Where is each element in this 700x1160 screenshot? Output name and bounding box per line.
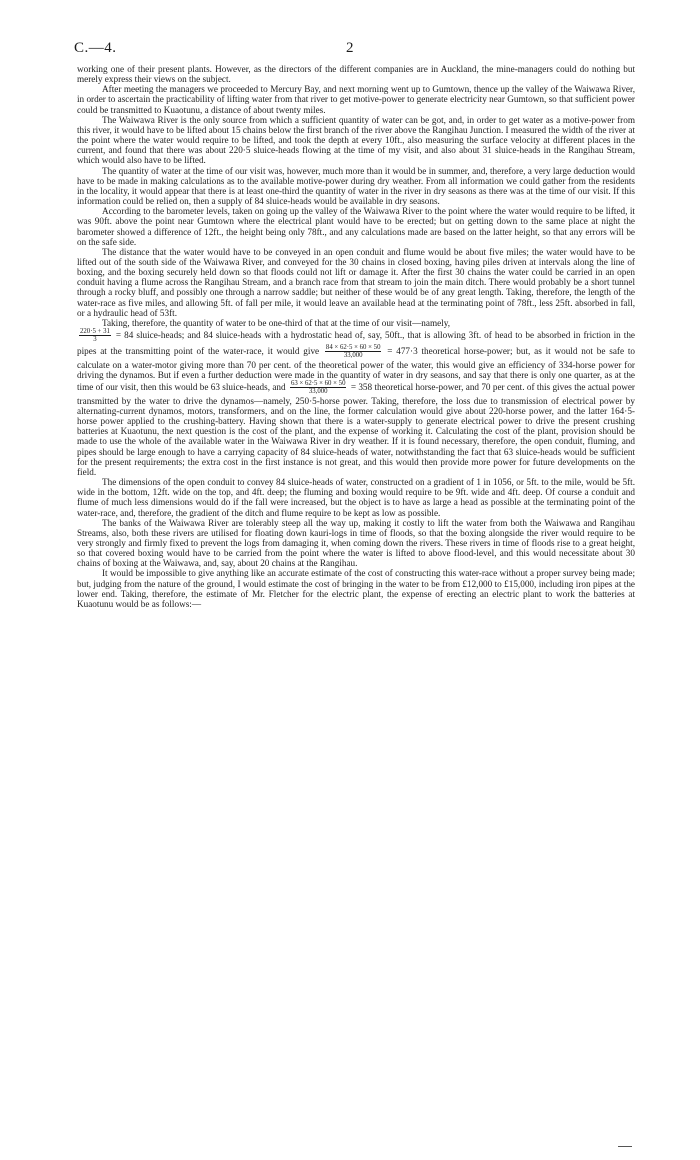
paragraph-text: = 84 sluice-heads; and 84 sluice-heads with a hydrostatic head of, say, 50ft., that is allowing 3ft. of head to be absorbed in friction in the pipes at the transmitting point of the water-race, it would give [77,330,635,356]
fraction-numerator: 220·5 + 31 [80,328,110,336]
paragraph [77,84,635,114]
paragraph-text: The dimensions of the open conduit to convey 84 sluice-heads of water, constructed on a gradient of 1 in 1056, or 5ft. to the mile, would be 5ft. wide in the bottom, 12ft. wide on the top, and 4ft. deep; the fluming and boxing would require to be 9ft. wide and 4ft. deep. Of course a conduit and flume of much less dimensions would do if the fall were increased, but the object is to have as large a head as possible at the terminating point of the water-race, and, therefore, the gradient of the ditch and flume require to be kept as low as possible. [77,477,635,518]
fraction-denominator: 33,000 [308,388,328,396]
paragraph-text: working one of their present plants. However, as the directors of the different companies are in Auckland, the mine-managers could do nothing but merely express their views on the subject. [77,64,635,85]
page-header [0,40,700,60]
paragraph-text: It would be impossible to give anything like an accurate estimate of the cost of constructing this water-race without a proper survey being made; but, judging from the nature of the ground, I would estimate the cost of bringing in the water to be from £12,000 to £15,000, including iron pipes at the lower end. Taking, therefore, the estimate of Mr. Fletcher for the electric plant, the expense of erecting an electric plant to work the batteries at Kuaotunu would be as follows:— [77,568,635,609]
paragraph [77,328,635,477]
paragraph-text: Taking, therefore, the quantity of water to be one-third of that at the time of our visit—namely, [102,317,451,328]
paragraph-text: The banks of the Waiwawa River are tolerably steep all the way up, making it costly to lift the water from both the Waiwawa and Rangihau Streams, also, both these rivers are utilised for floating down kauri-logs in time of floods, so that the boxing alongside the river would require to be very strongly and firmly fixed to prevent the logs from damaging it, when coming down the rivers. These rivers in time of floods rise to a great height, so that covered boxing would have to be carried from the point where the water is lifted to above flood-level, and this would necessitate about 30 chains of boxing at the Waiwawa, and, say, about 20 chains at the Rangihau. [77,517,635,569]
page-number: 2 [346,40,354,56]
paragraph [77,166,635,207]
paragraph-text: After meeting the managers we proceeded to Mercury Bay, and next morning went up to Gumtown, thence up the valley of the Waiwawa River, in order to ascertain the practicability of lifting water from that river to get motive-power to generate electricity near Gumtown, so that sufficient power could be transmitted to Kuaotunu, a distance of about twenty miles. [77,84,635,115]
paragraph-text: According to the barometer levels, taken on going up the valley of the Waiwawa River to the point where the water would require to be lifted, it was 90ft. above the point near Gumtown where the electrical plant would have to be erected; but on getting down to the same place at night the barometer showed a difference of 12ft., the height being only 78ft., and any calculations made are based on the latter height, so that any errors will be on the safe side. [77,206,635,247]
body-text [77,64,635,609]
paragraph-text: = 358 theoretical horse-power, and 70 per cent. of this gives the actual power transmitted by the water to drive the dynamos—namely, 250·5-horse power. Taking, therefore, the loss due to transmission of electrical power by alternating-current dynamos, motors, transformers, and on the line, the former calculation would give about 220-horse power, and the latter 164·5-horse power applied to the crushing-battery. Having shown that there is a water-supply to generate electrical power to drive the present crushing batteries at Kuaotunu, the next question is the cost of the plant, and the expense of working it. Calculating the cost of the plant, provision should be made to use the whole of the available water in the Waiwawa River in dry weather. If it is found necessary, therefore, the open conduit, fluming, and pipes should be large enough to have a carrying capacity of 84 sluice-heads of water, notwithstanding the fact that 63 sluice-heads would be sufficient for the present requirements; the extra cost in the first instance is not great, and this would then provide more power for future developments on the field. [77,382,635,477]
paragraph [77,477,635,518]
fraction-numerator: 84 × 62·5 × 60 × 50 [325,343,381,351]
paragraph [77,247,635,318]
fraction-denominator: 3 [93,336,97,344]
paragraph-text: = 477·3 theoretical horse-power; but, as it would not be safe to calculate on a water-motor giving more than 70 per cent. of the theoretical power of the water, this would give an efficiency of 334-horse power for driving the dynamos. But if even a further deduction were made in the quantity of water in dry seasons, and say that there is only one quarter, as at the time of our visit, then this would be 63 sluice-heads, and [77,345,635,393]
paragraph [77,206,635,247]
fraction [290,380,347,396]
fraction [325,344,382,360]
paragraph-text: The quantity of water at the time of our visit was, however, much more than it would be in summer, and, therefore, a very large deduction would have to be made in making calculations as to the available motive-power during dry weather. From all information we could gather from the residents in the locality, it would appear that there is at least one-third the quantity of water in the river in dry seasons as there was at the time of our visit. If this information could be relied on, then a supply of 84 sluice-heads would be available in dry seasons. [77,165,635,207]
paragraph-text: The distance that the water would have to be conveyed in an open conduit and flume would be about five miles; the water would have to be lifted out of the south side of the Waiwawa River, and conveyed for the 30 chains in closed boxing, having piles driven at intervals along the line of boxing, and the boxing securely held down so that floods could not lift or damage it. After the first 30 chains the water could be carried in an open conduit having a flume across the Rangihau Stream, and a branch race from that stream to join the main ditch. There would probably be a short tunnel through a rocky bluff, and possibly one through a narrow saddle; but neither of these would be of any great length. Taking, therefore, the length of the water-race as five miles, and allowing 5ft. of fall per mile, it would leave an available head at the terminating point of 78ft., less 25ft. absorbed in fall, or a hydraulic head of 53ft. [77,246,635,318]
paragraph [77,318,635,328]
fraction-numerator: 63 × 62·5 × 60 × 50 [290,380,346,387]
paragraph [77,518,635,569]
fraction-denominator: 33,000 [343,352,363,360]
footer-rule [618,1146,632,1147]
paragraph [77,64,635,84]
paragraph [77,115,635,166]
paragraph [77,568,635,609]
fraction [79,328,111,344]
document-reference: C.—4. [74,40,117,56]
paragraph-text: The Waiwawa River is the only source from which a sufficient quantity of water can be got, and, in order to get water as a motive-power from this river, it would have to be lifted about 15 chains below the first branch of the river above the Rangihau Junction. I measured the width of the river at the point where the water would require to be lifted, and took the depth at every 10ft., also measuring the surface velocity at different places in the current, and found that there was about 220·5 sluice-heads flowing at the time of my visit, and also about 31 sluice-heads in the Rangihau Stream, which would also have to be lifted. [77,114,635,166]
